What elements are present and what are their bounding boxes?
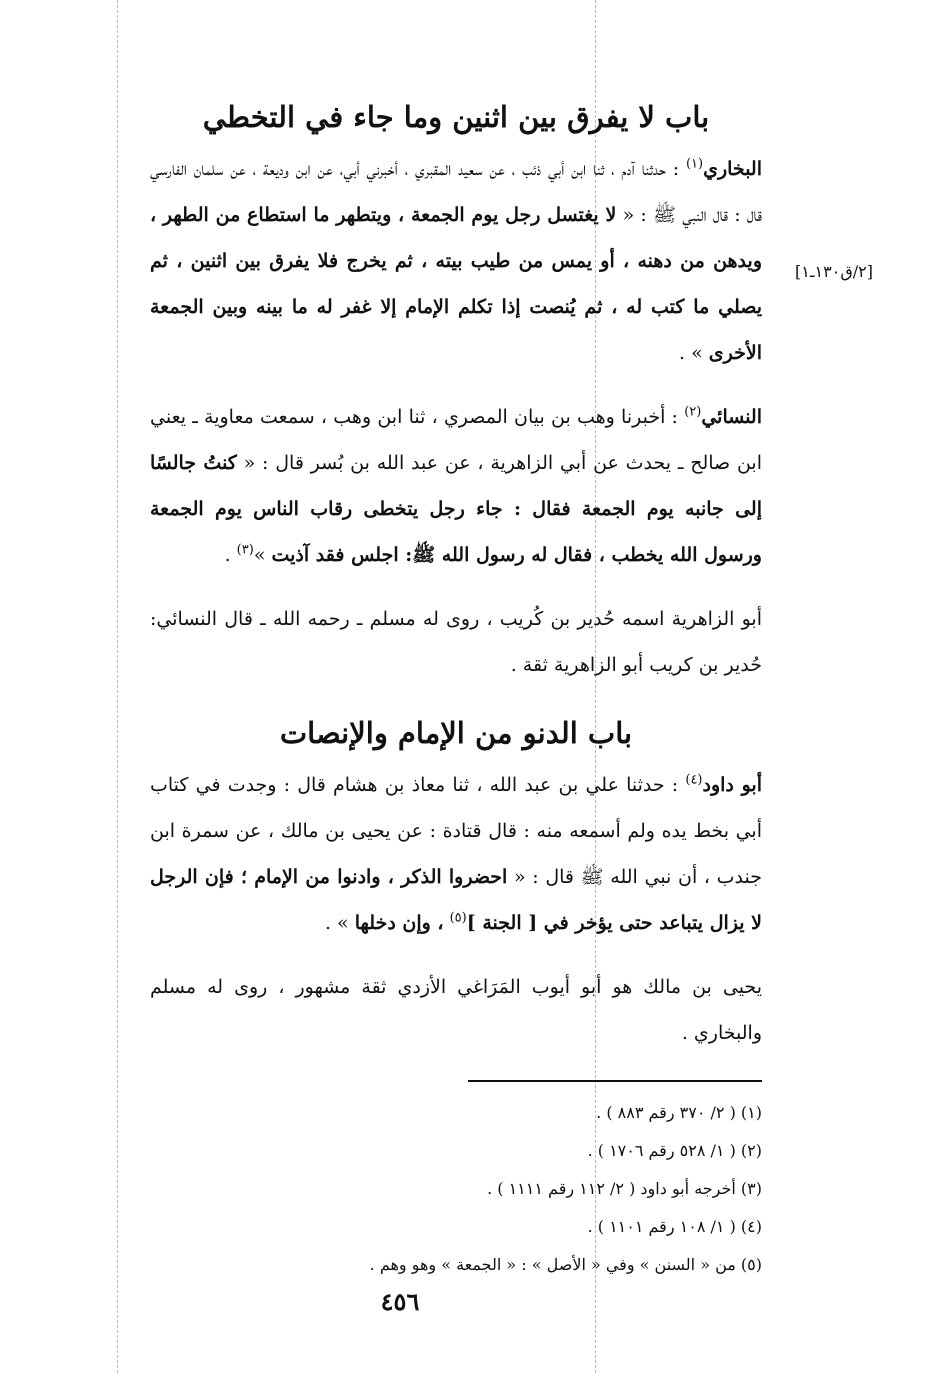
hadith-paragraph bbox=[150, 146, 762, 376]
section-heading: باب لا يفرق بين اثنين وما جاء في التخطي bbox=[202, 100, 710, 134]
hadith-paragraph bbox=[150, 762, 762, 946]
footnote-ref: (١) bbox=[685, 156, 704, 172]
footnote: (٣) أخرجه أبو داود ( ٢/ ١١٢ رقم ١١١١ ) . bbox=[487, 1179, 762, 1198]
footnote: (٤) ( ١/ ١٠٨ رقم ١١٠١ ) . bbox=[587, 1217, 762, 1236]
footnote-separator bbox=[468, 1080, 762, 1082]
period: . bbox=[224, 544, 231, 566]
hadith-matn: احضروا الذكر ، وادنوا من الإمام ؛ فإن الرجل لا يزال يتباعد حتى يؤخر في [ الجنة ] bbox=[150, 866, 762, 934]
page-number: ٤٥٦ bbox=[380, 1287, 420, 1316]
footnote-ref: (٣) bbox=[236, 542, 254, 558]
manuscript-reference: [٢/ق١٣٠ـ١] bbox=[795, 262, 873, 281]
footnote-ref: (٥) bbox=[449, 910, 467, 926]
hadith-matn: كنتُ جالسًا إلى جانبه يوم الجمعة فقال : جاء رجل يتخطى رقاب الناس يوم الجمعة ورسول الله يخطب ، فقال له رسول الله ﷺ: اجلس فقد آذيت bbox=[150, 452, 762, 566]
hadith-paragraph bbox=[150, 394, 762, 578]
footnote: (٥) من « السنن » وفي « الأصل » : « الجمعة » وهو وهم . bbox=[369, 1255, 762, 1274]
quote-close: » . bbox=[324, 912, 349, 934]
isnad-text: : حدثنا آدم ، ثنا ابن أبي ذئب ، عن سعيد المقبري ، أخبرني أبي، عن ابن وديعة ، عن سلمان الفارسي قال : قال النبي ﷺ : « bbox=[150, 158, 762, 226]
hadith-matn: لا يغتسل رجل يوم الجمعة ، ويتطهر ما استطاع من الطهر ، ويدهن من دهنه ، أو يمس من طيب بيته ، ثم يخرج فلا يفرق بين اثنين ، ثم يصلي ما كتب له ، ثم يُنصت إذا تكلم الإمام إلا غفر له ما بينه وبين الجمعة الأخرى bbox=[150, 204, 762, 364]
page-body bbox=[150, 90, 762, 1074]
footnotes bbox=[250, 1094, 762, 1284]
commentary-paragraph: أبو الزاهرية اسمه حُدير بن كُريب ، روى له مسلم ـ رحمه الله ـ قال النسائي: حُدير بن كريب أبو الزاهرية ثقة . bbox=[150, 608, 762, 676]
narrator-name: أبو داود bbox=[702, 774, 762, 796]
hadith-matn: ، وإن دخلها bbox=[354, 912, 444, 934]
footnote-ref: (٢) bbox=[684, 404, 702, 420]
commentary-paragraph: يحيى بن مالك هو أبو أيوب المَرَاغي الأزدي ثقة مشهور ، روى له مسلم والبخاري . bbox=[150, 976, 762, 1044]
footnote-ref: (٤) bbox=[685, 772, 703, 788]
footnote: (٢) ( ١/ ٥٢٨ رقم ١٧٠٦ ) . bbox=[587, 1141, 762, 1160]
isnad-text: : حدثنا علي بن عبد الله ، ثنا معاذ بن هشام قال : وجدت في كتاب أبي بخط يده ولم أسمعه منه : قال قتادة : عن يحيى بن مالك ، عن سمرة ابن جندب ، أن نبي الله ﷺ قال : « bbox=[150, 774, 763, 888]
footnote: (١) ( ٢/ ٣٧٠ رقم ٨٨٣ ) . bbox=[596, 1103, 762, 1122]
section-heading: باب الدنو من الإمام والإنصات bbox=[279, 716, 633, 750]
narrator-name: البخاري bbox=[703, 158, 762, 180]
quote-close: » . bbox=[679, 342, 703, 364]
quote-close: » bbox=[253, 544, 266, 566]
isnad-text: : أخبرنا وهب بن بيان المصري ، ثنا ابن وهب ، سمعت معاوية ـ يعني ابن صالح ـ يحدث عن أبي الزاهرية ، عن عبد الله بن بُسر قال : « bbox=[150, 406, 762, 474]
narrator-name: النسائي bbox=[701, 406, 762, 428]
scan-guide-line bbox=[117, 0, 118, 1373]
